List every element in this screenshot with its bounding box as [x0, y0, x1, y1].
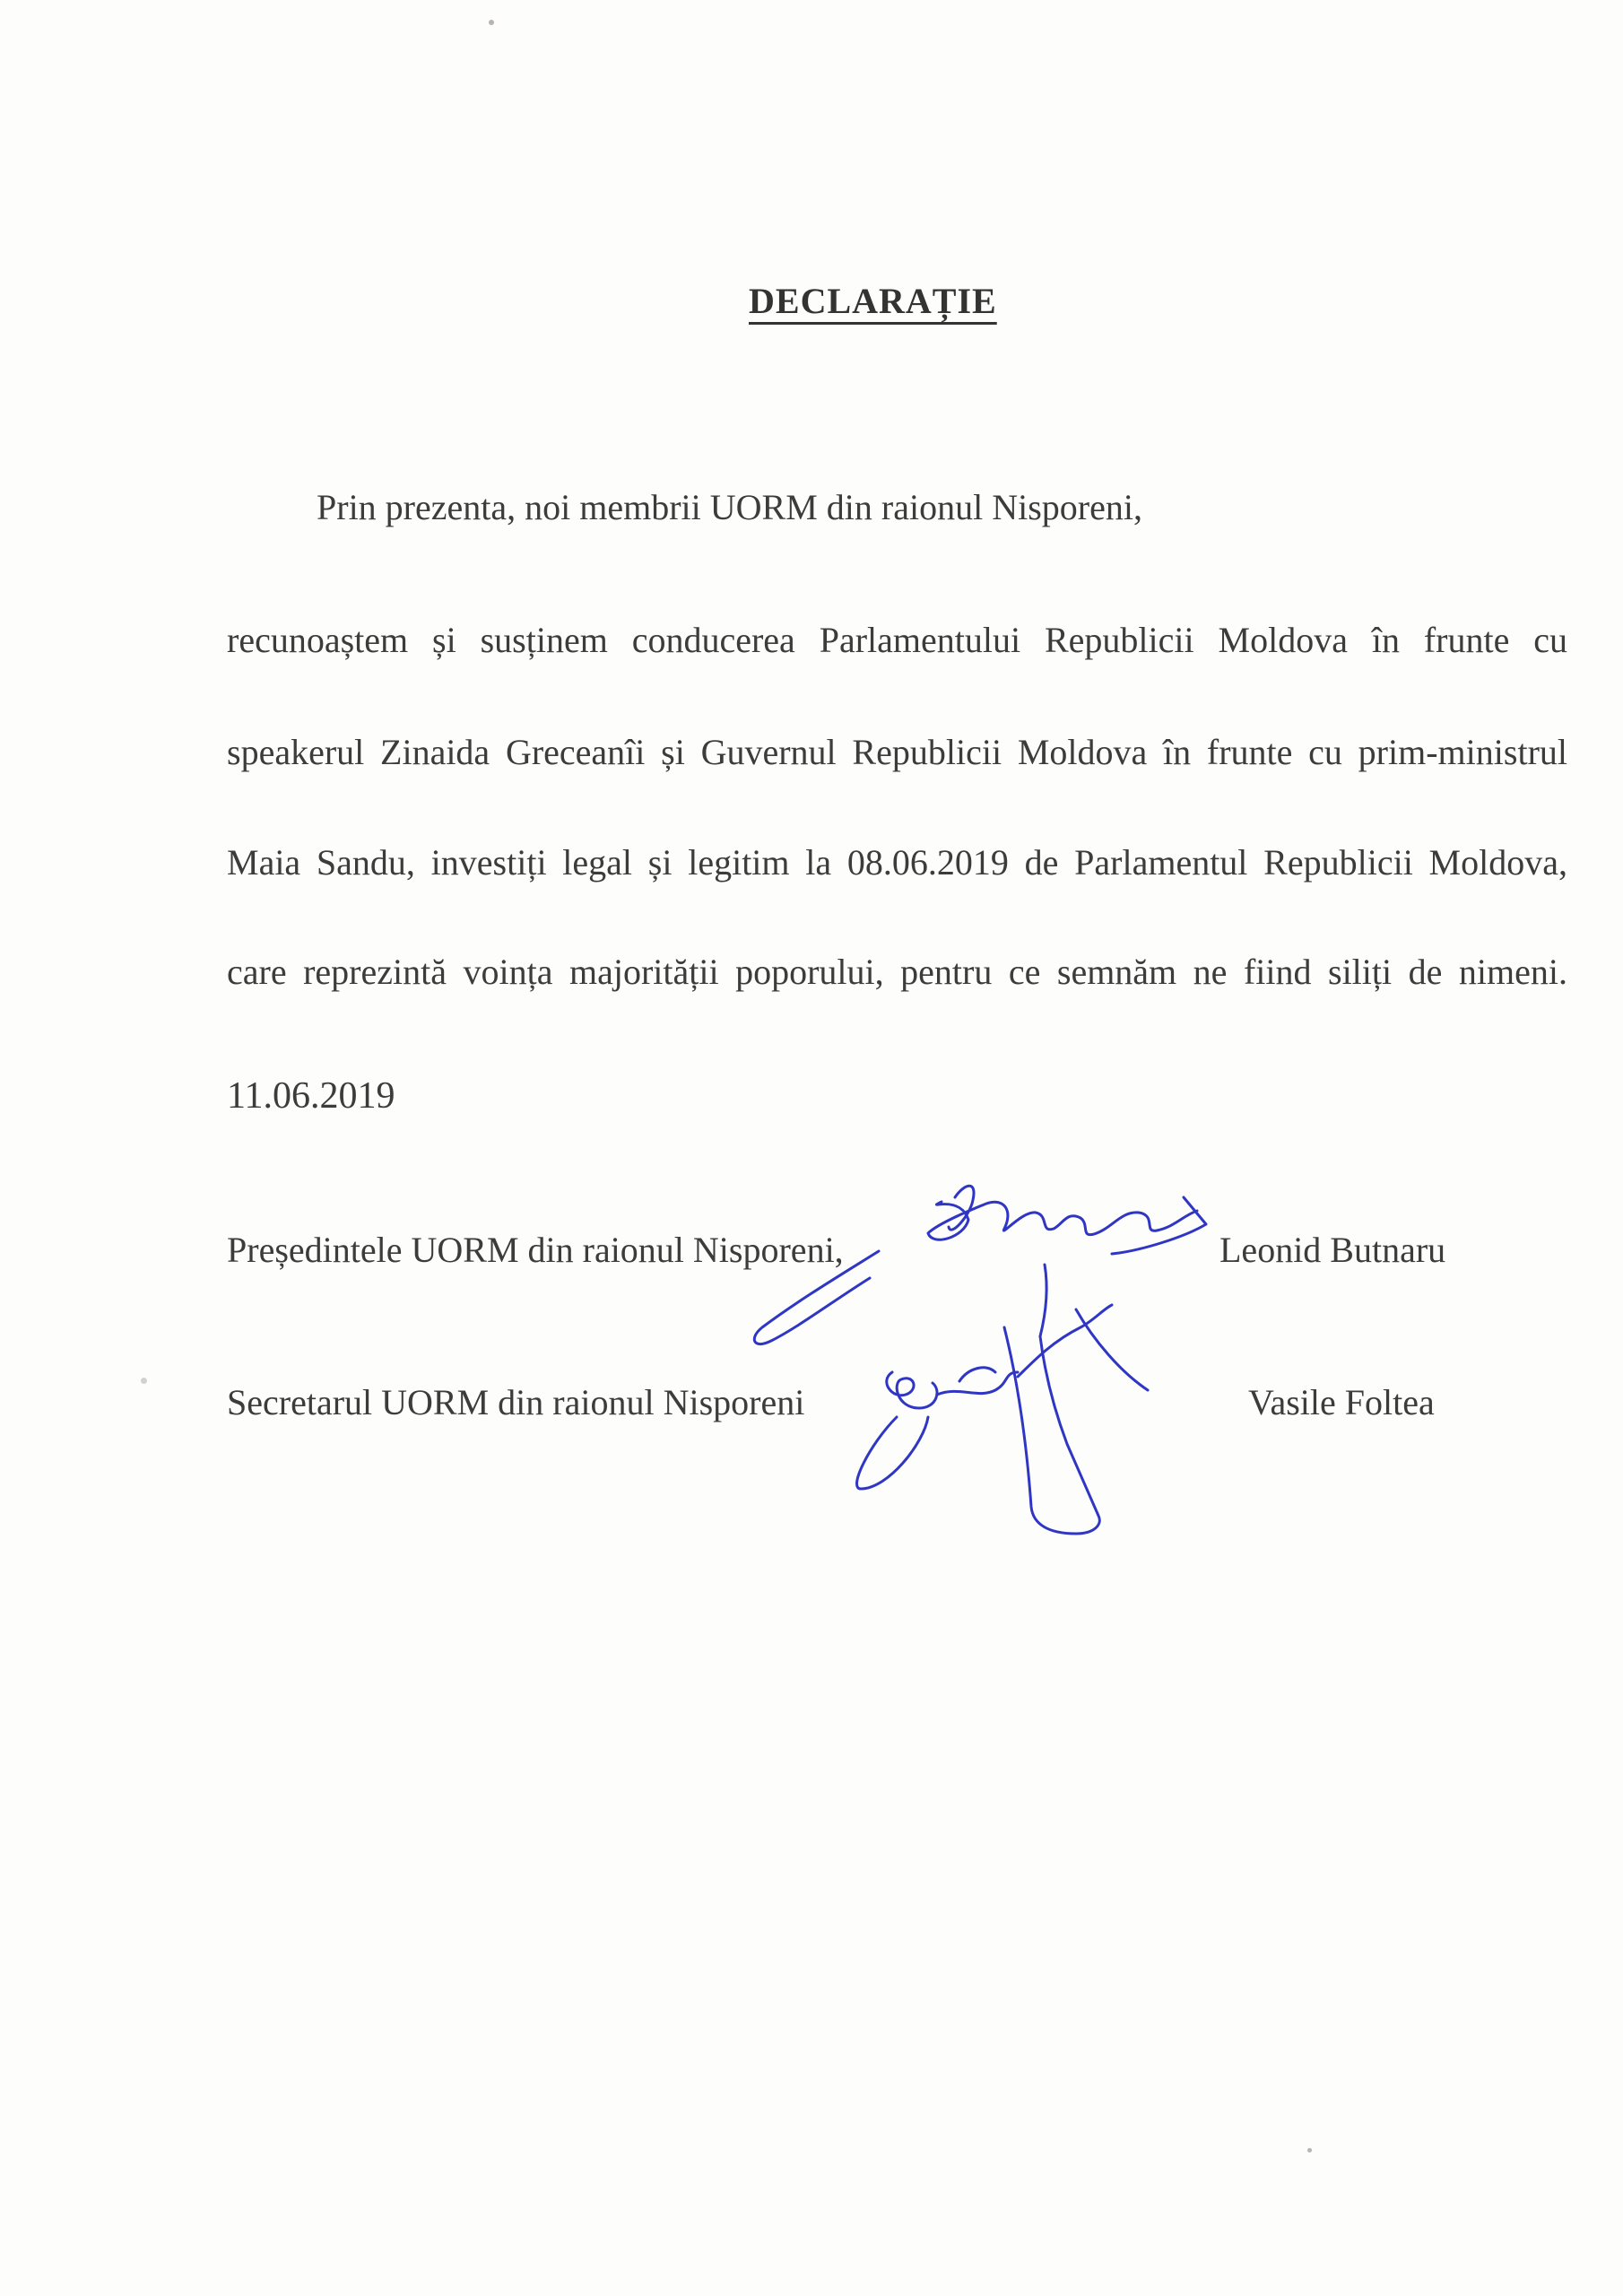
- president-name: Leonid Butnaru: [1219, 1230, 1446, 1270]
- body-line: Maia Sandu, investiți legal și legitim la 08.06.2019 de Parlamentul Republicii Moldova,: [227, 842, 1567, 883]
- president-signature: [928, 1202, 1197, 1239]
- paper-speck: [141, 1378, 147, 1384]
- president-role: Președintele UORM din raionul Nisporeni,: [227, 1230, 844, 1270]
- intro-line: Prin prezenta, noi membrii UORM din raionul Nisporeni,: [317, 487, 1142, 527]
- secretary-name: Vasile Foltea: [1248, 1382, 1435, 1422]
- body-line: recunoaștem și susținem conducerea Parlamentului Republicii Moldova în frunte cu: [227, 620, 1567, 660]
- body-line: speakerul Zinaida Greceanîi și Guvernul Republicii Moldova în frunte cu prim-ministrul: [227, 732, 1567, 772]
- document-date: 11.06.2019: [227, 1075, 395, 1117]
- secretary-signature: [887, 1372, 937, 1408]
- paper-speck: [1307, 2148, 1312, 2152]
- document-title: DECLARAȚIE: [749, 281, 997, 321]
- secretary-role: Secretarul UORM din raionul Nisporeni: [227, 1382, 805, 1422]
- handwritten-signatures: [735, 1148, 1291, 1614]
- body-line: care reprezintă voința majorității poporului, pentru ce semnăm ne fiind siliți de nimeni.: [227, 952, 1567, 992]
- paper-speck: [489, 20, 494, 25]
